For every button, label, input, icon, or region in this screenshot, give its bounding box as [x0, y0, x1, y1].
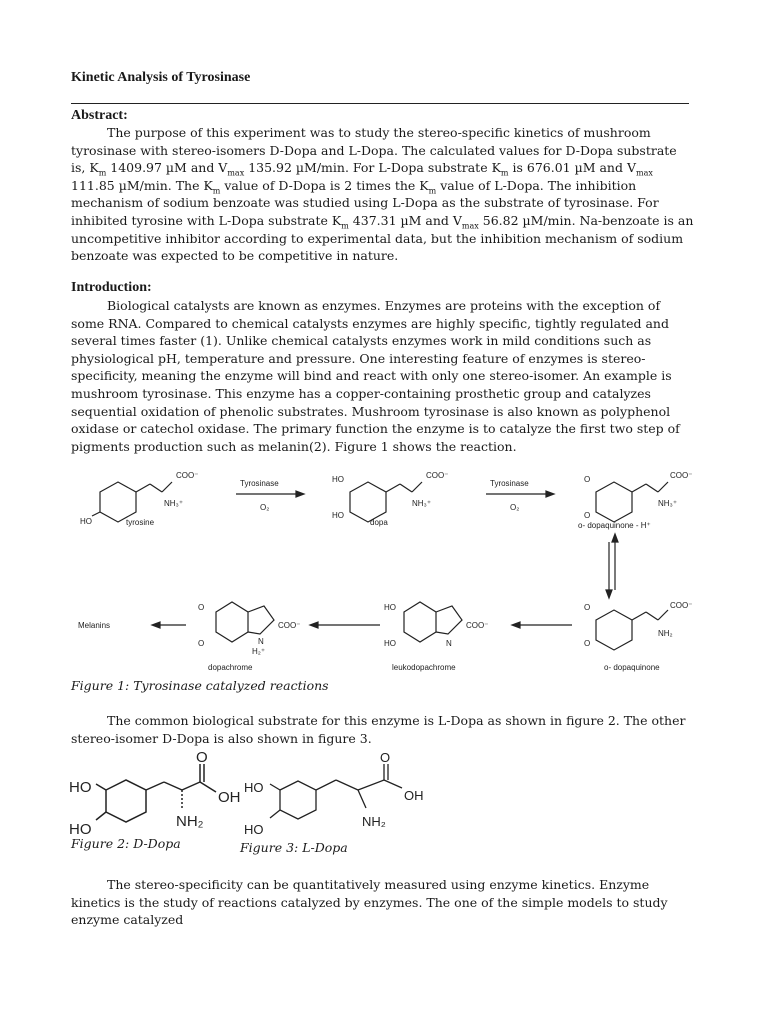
d-dopa-ho-top: HO	[69, 779, 92, 796]
document-title: Kinetic Analysis of Tyrosinase	[71, 70, 251, 85]
dopaquinone-h-o-bottom: O	[584, 511, 591, 520]
figure2-d-dopa-structure	[66, 749, 246, 842]
l-dopa-oh: OH	[404, 788, 424, 803]
dopaquinone-ring	[596, 610, 632, 650]
dopaquinone-h-nh3: NH₃⁺	[658, 499, 678, 508]
dopachrome-coo: COO⁻	[278, 621, 301, 630]
abstract-paragraph: The purpose of this experiment was to study the stereo-specific kinetics of mushroom tyrosinase with stereo-isomers D-Dopa and L-Dopa. The calculated values for D-Dopa substrate is, $K_m$ 1409.97 µM and $V_{max}$ 135.92 µM/min. For L-Dopa substrate $K_m$ is 676.01 µM and $V_{max}$ 111.85 µM/min. The $K_m$ value of D-Dopa is 2 times the $K_m$ value of L-Dopa. The inhibition mechanism of sodium benzoate was studied using L-Dopa as the substrate of tyrosinase. For inhibited tyrosine with L-Dopa substrate $K_m$ 437.31 µM and $V_{max}$ 56.82 µM/min. Na-benzoate is an uncompetitive inhibitor according to experimental data, but the inhibition mechanism of sodium benzoate was expected to be competitive in nature.	[71, 125, 694, 264]
leuko-n: N	[446, 639, 452, 648]
tyrosine-ho: HO	[80, 517, 92, 526]
figure1-caption: Figure 1: Tyrosinase catalyzed reactions	[71, 678, 329, 693]
l-dopa-ho-top: HO	[244, 780, 264, 795]
dopa-ho-top: HO	[332, 475, 344, 484]
dopaquinone-coo: COO⁻	[670, 601, 693, 610]
dopaquinone-o-top: O	[584, 603, 591, 612]
dopaquinone-h-label: o- dopaquinone - H⁺	[578, 521, 651, 530]
dopaquinone-h-o-top: O	[584, 475, 591, 484]
enzyme-label-1: Tyrosinase	[240, 479, 279, 488]
dopachrome-o-top: O	[198, 603, 205, 612]
leuko-ho-top: HO	[384, 603, 396, 612]
title-divider	[71, 103, 689, 104]
dopa-coo: COO⁻	[426, 471, 449, 480]
figure3-caption: Figure 3: L-Dopa	[240, 840, 348, 855]
figure-reference-paragraph: The common biological substrate for this enzyme is L-Dopa as shown in figure 2. The other stereo-isomer D-Dopa is also shown in figure 3.	[71, 713, 686, 746]
d-dopa-o: O	[196, 749, 208, 766]
enzyme-label-2: Tyrosinase	[490, 479, 529, 488]
tyrosine-nh3: NH₃⁺	[164, 499, 184, 508]
figure1-reaction-scheme	[0, 462, 768, 672]
enzyme-kinetics-paragraph: The stereo-specificity can be quantitatively measured using enzyme kinetics. Enzyme kinetics is the study of reactions catalyzed by enzymes. The one of the simple models to study enzyme catalyzed	[71, 877, 668, 928]
dopaquinone-nh2: NH₂	[658, 629, 673, 638]
o2-label-1: O₂	[260, 503, 270, 512]
tyrosine-ring	[100, 482, 136, 522]
l-dopa-nh2: NH₂	[362, 814, 386, 829]
dopachrome-ring	[216, 602, 248, 642]
introduction-heading: Introduction:	[71, 280, 152, 295]
leuko-coo: COO⁻	[466, 621, 489, 630]
leuko-ho-bottom: HO	[384, 639, 396, 648]
tyrosine-label: tyrosine	[126, 518, 155, 527]
dopachrome-h2: H₂⁺	[252, 647, 266, 656]
dopaquinone-h-coo: COO⁻	[670, 471, 693, 480]
dopa-nh3: NH₃⁺	[412, 499, 432, 508]
l-dopa-o: O	[380, 750, 391, 765]
l-dopa-ho-bottom: HO	[244, 822, 264, 837]
introduction-paragraph: Biological catalysts are known as enzymes. Enzymes are proteins with the exception of some RNA. Compared to chemical catalysts enzymes are highly specific, tightly regulated and several times faster (1). Unlike chemical catalysts enzymes work in mild conditions such as physiological pH, temperature and pressure. One interesting feature of enzymes is stereo-specificity, meaning the enzyme will bind and react with only one stereo-isomer. An example is mushroom tyrosinase. This enzyme has a copper-containing prosthetic group and catalyzes sequential oxidation of phenolic substrates. Mushroom tyrosinase is also known as polyphenol oxidase or catechol oxidase. The primary function the enzyme is to catalyze the first two step of pigments production such as melanin(2). Figure 1 shows the reaction.	[71, 298, 680, 454]
d-dopa-ho-bottom: HO	[69, 821, 92, 838]
figure2-caption: Figure 2: D-Dopa	[71, 836, 181, 851]
melanins-label: Melanins	[78, 621, 111, 630]
dopa-ring	[350, 482, 386, 522]
dopaquinone-label: o- dopaquinone	[604, 663, 660, 672]
dopachrome-n: N	[258, 637, 264, 646]
dopaquinone-h-ring	[596, 482, 632, 522]
figure3-l-dopa-structure	[240, 750, 440, 846]
dopa-label: dopa	[370, 518, 388, 527]
d-dopa-nh2: NH₂	[176, 813, 204, 830]
dopa-ho-bottom: HO	[332, 511, 344, 520]
dopachrome-o-bottom: O	[198, 639, 205, 648]
leukodopachrome-label: leukodopachrome	[392, 663, 456, 672]
tyrosine-coo: COO⁻	[176, 471, 199, 480]
dopaquinone-o-bottom: O	[584, 639, 591, 648]
d-dopa-oh: OH	[218, 789, 241, 806]
o2-label-2: O₂	[510, 503, 520, 512]
dopachrome-label: dopachrome	[208, 663, 253, 672]
leukodopachrome-ring	[404, 602, 436, 642]
abstract-heading: Abstract:	[71, 108, 128, 123]
